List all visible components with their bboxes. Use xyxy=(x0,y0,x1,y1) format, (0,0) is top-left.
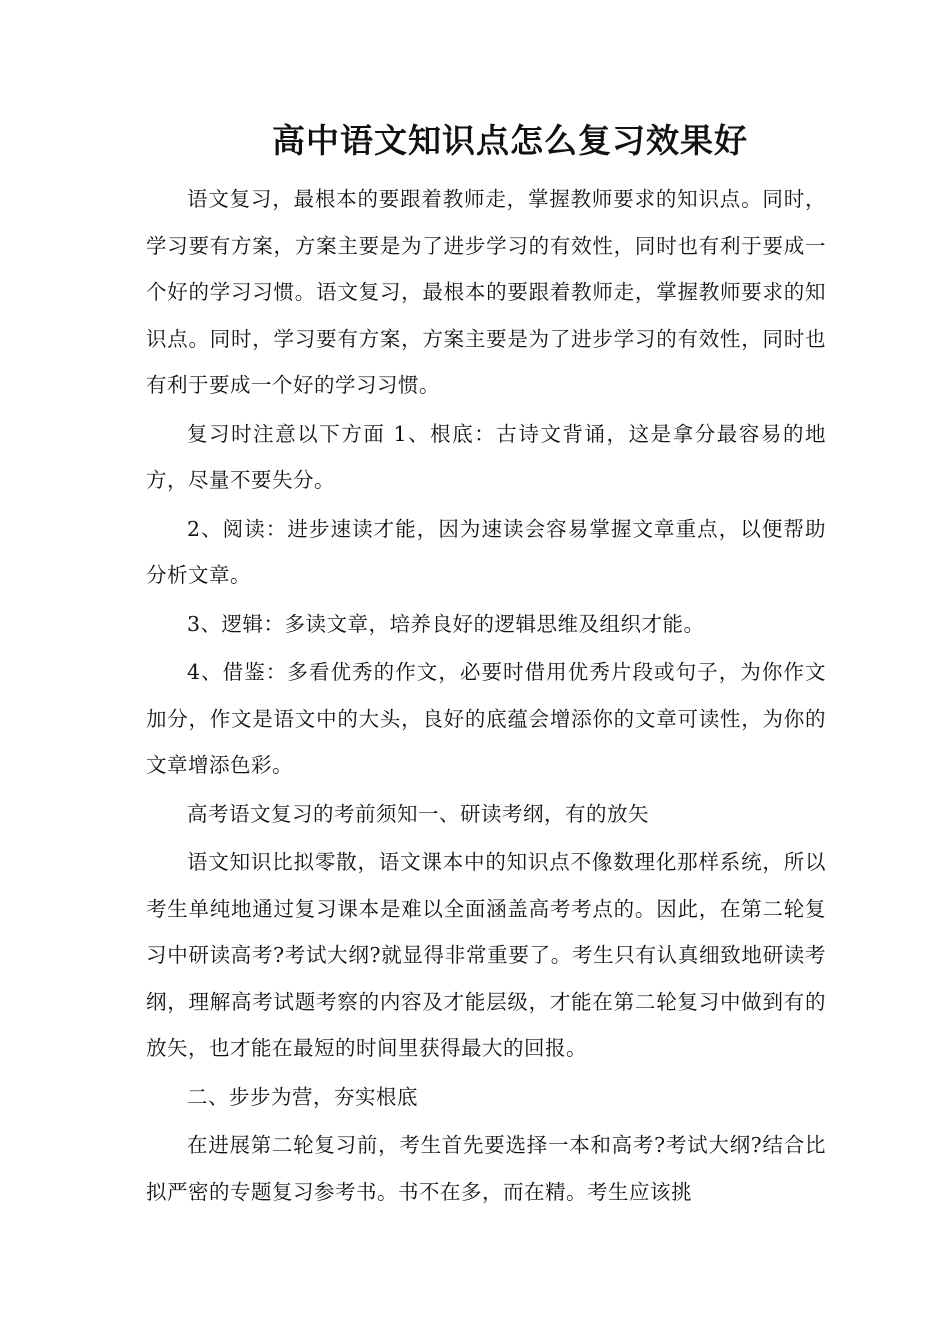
paragraph: 3、逻辑：多读文章，培养良好的逻辑思维及组织才能。 xyxy=(187,611,705,636)
paragraph: 2、阅读：进步速读才能，因为速读会容易掌握文章重点，以便帮助分析文章。 xyxy=(146,516,826,587)
section-heading: 二、步步为营，夯实根底 xyxy=(187,1084,418,1109)
paragraph: 4、借鉴：多看优秀的作文，必要时借用优秀片段或句子，为你作文加分，作文是语文中的大头，良好的底蕴会增添你的文章可读性，为你的文章增添色彩。 xyxy=(146,660,826,777)
paragraph: 语文复习，最根本的要跟着教师走，掌握教师要求的知识点。同时，学习要有方案，方案主要是为了进步学习的有效性，同时也有利于要成一个好的学习习惯。语文复习，最根本的要跟着教师走，掌握教师要求的知识点。同时，学习要有方案，方案主要是为了进步学习的有效性，同时也有利于要成一个好的学习习惯。 xyxy=(146,187,826,397)
document-title: 高中语文知识点怎么复习效果好 xyxy=(272,121,748,160)
section-heading: 高考语文复习的考前须知一、研读考纲，有的放矢 xyxy=(187,801,649,826)
paragraph: 语文知识比拟零散，语文课本中的知识点不像数理化那样系统，所以考生单纯地通过复习课本是难以全面涵盖高考考点的。因此，在第二轮复习中研读高考?考试大纲?就显得非常重要了。考生只有认真细致地研读考纲，理解高考试题考察的内容及才能层级，才能在第二轮复习中做到有的放矢，也才能在最短的时间里获得最大的回报。 xyxy=(146,850,826,1060)
document-body xyxy=(146,176,826,1217)
paragraph: 在进展第二轮复习前，考生首先要选择一本和高考?考试大纲?结合比拟严密的专题复习参考书。书不在多，而在精。考生应该挑 xyxy=(146,1133,826,1204)
paragraph: 复习时注意以下方面 1、根底：古诗文背诵，这是拿分最容易的地方，尽量不要失分。 xyxy=(146,421,826,492)
